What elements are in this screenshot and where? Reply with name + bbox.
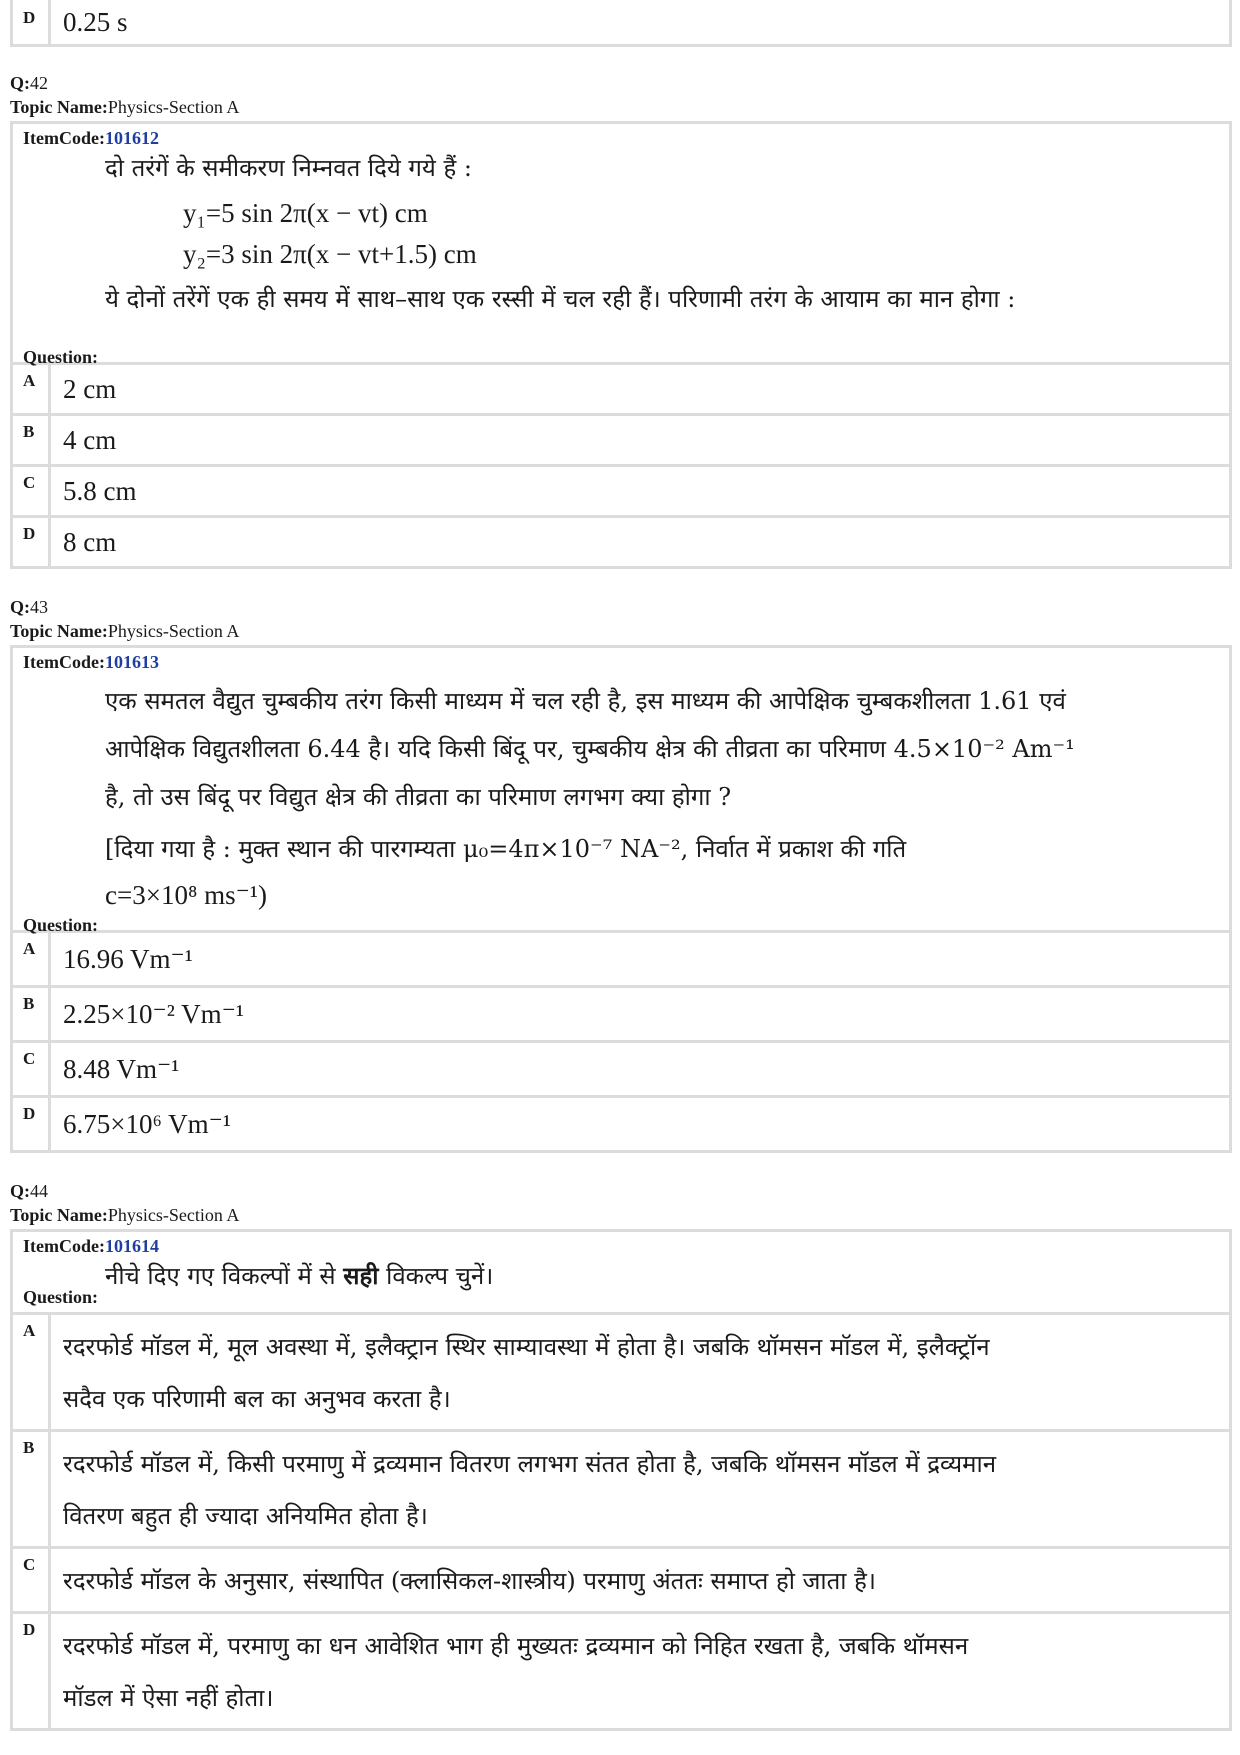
option-letter: B [13, 1432, 51, 1546]
option-row[interactable] [13, 985, 1229, 1040]
options-table [10, 1315, 1232, 1731]
option-letter: A [13, 933, 51, 985]
question-label: Question: [23, 347, 99, 367]
item-code: ItemCode:101613 [23, 652, 159, 672]
question-body [13, 1259, 1229, 1307]
option-letter: D [13, 0, 51, 44]
option-line: रदरफोर्ड मॉडल में, किसी परमाणु में द्रव्यमान वितरण लगभग संतत होता है, जबकि थॉमसन मॉडल में द्रव्यमान [63, 1450, 997, 1478]
topic-line: Topic Name:Physics-Section A [10, 621, 240, 641]
option-row[interactable] [13, 1095, 1229, 1150]
option-letter: A [13, 365, 51, 413]
exam-page [10, 0, 1232, 1731]
options-table [10, 933, 1232, 1153]
options-table [10, 365, 1232, 569]
option-text: 16.96 Vm⁻¹ [63, 944, 193, 974]
option-row [13, 0, 1229, 44]
option-letter: B [13, 988, 51, 1040]
option-row[interactable] [13, 1546, 1229, 1611]
option-row[interactable] [13, 1429, 1229, 1546]
question-body [13, 151, 1229, 367]
option-line: रदरफोर्ड मॉडल में, मूल अवस्था में, इलैक्ट्रान स्थिर साम्यावस्था में होता है। जबकि थॉमसन मॉडल में, इलैक्ट्रॉन [63, 1333, 990, 1361]
option-row[interactable] [13, 1315, 1229, 1429]
option-text [51, 1432, 1229, 1546]
item-code: ItemCode:101614 [23, 1236, 159, 1256]
option-line: रदरफोर्ड मॉडल में, परमाणु का धन आवेशित भाग ही मुख्यतः द्रव्यमान को निहित रखता है, जबकि थॉमसन [63, 1632, 969, 1660]
question-box [10, 1229, 1232, 1315]
option-text [51, 1614, 1229, 1728]
question-box [10, 645, 1232, 933]
question-44 [10, 1179, 1232, 1731]
option-letter: C [13, 1043, 51, 1095]
question-line-2: आपेक्षिक विद्युतशीलता 6.44 है। यदि किसी बिंदू पर, चुम्बकीय क्षेत्र की तीव्रता का परिमाण 4.5×10⁻² Am⁻¹ [105, 735, 1075, 763]
option-line: सदैव एक परिणामी बल का अनुभव करता है। [63, 1385, 451, 1413]
question-number: Q:42 [10, 73, 48, 93]
option-letter: C [13, 1549, 51, 1611]
option-text: 8 cm [63, 527, 117, 557]
option-row[interactable] [13, 1040, 1229, 1095]
topic-line: Topic Name:Physics-Section A [10, 97, 240, 117]
question-line-4: [दिया गया है : मुक्त स्थान की पारगम्यता μ₀=4π×10⁻⁷ NA⁻², निर्वात में प्रकाश की गति [105, 835, 907, 863]
option-row[interactable] [13, 1611, 1229, 1728]
option-text: 5.8 cm [63, 476, 137, 506]
option-row[interactable] [13, 464, 1229, 515]
option-text: 4 cm [63, 425, 117, 455]
question-line-5: c=3×10⁸ ms⁻¹) [105, 880, 267, 910]
option-row[interactable] [13, 515, 1229, 566]
question-box [10, 121, 1232, 365]
option-line: रदरफोर्ड मॉडल के अनुसार, संस्थापित (क्लासिकल-शास्त्रीय) परमाणु अंततः समाप्त हो जाता है। [63, 1567, 876, 1595]
option-text: 8.48 Vm⁻¹ [63, 1054, 180, 1084]
option-text [51, 1315, 1229, 1429]
option-row[interactable] [13, 365, 1229, 413]
option-letter: D [13, 1614, 51, 1728]
option-line: वितरण बहुत ही ज्यादा अनियमित होता है। [63, 1502, 428, 1530]
option-text: 2 cm [63, 374, 117, 404]
equation-2: y₂=3 sin 2π(x − vt+1.5) cm [183, 239, 477, 269]
option-letter: D [13, 518, 51, 566]
item-code: ItemCode:101612 [23, 128, 159, 148]
topic-line: Topic Name:Physics-Section A [10, 1205, 240, 1225]
option-text [51, 1549, 1229, 1611]
prev-options-table [10, 0, 1232, 47]
option-letter: D [13, 1098, 51, 1150]
question-body [13, 677, 1229, 935]
option-letter: A [13, 1315, 51, 1429]
question-label: Question: [23, 1287, 99, 1307]
question-number: Q:43 [10, 597, 48, 617]
option-letter: B [13, 416, 51, 464]
question-stem: नीचे दिए गए विकल्पों में से सही विकल्प चुनें। [105, 1261, 494, 1290]
option-row[interactable] [13, 933, 1229, 985]
question-stem: ये दोनों तरेंगें एक ही समय में साथ–साथ एक रस्सी में चल रही हैं। परिणामी तरंग के आयाम का मान होगा : [105, 285, 1016, 313]
question-number: Q:44 [10, 1181, 48, 1201]
question-line-3: है, तो उस बिंदू पर विद्युत क्षेत्र की तीव्रता का परिमाण लगभग क्या होगा ? [105, 783, 732, 811]
option-text: 6.75×10⁶ Vm⁻¹ [63, 1109, 231, 1139]
option-row[interactable] [13, 413, 1229, 464]
option-text: 0.25 s [63, 7, 128, 37]
question-intro: दो तरंगें के समीकरण निम्नवत दिये गये हैं : [105, 154, 472, 182]
question-line-1: एक समतल वैद्युत चुम्बकीय तरंग किसी माध्यम में चल रही है, इस माध्यम की आपेक्षिक चुम्बकशीलता 1.61 एवं [105, 687, 1066, 715]
option-letter: C [13, 467, 51, 515]
question-label: Question: [23, 915, 99, 935]
option-line: मॉडल में ऐसा नहीं होता। [63, 1684, 274, 1712]
equation-1: y₁=5 sin 2π(x − vt) cm [183, 198, 428, 228]
question-42 [10, 71, 1232, 569]
question-43 [10, 595, 1232, 1153]
option-text: 2.25×10⁻² Vm⁻¹ [63, 999, 244, 1029]
